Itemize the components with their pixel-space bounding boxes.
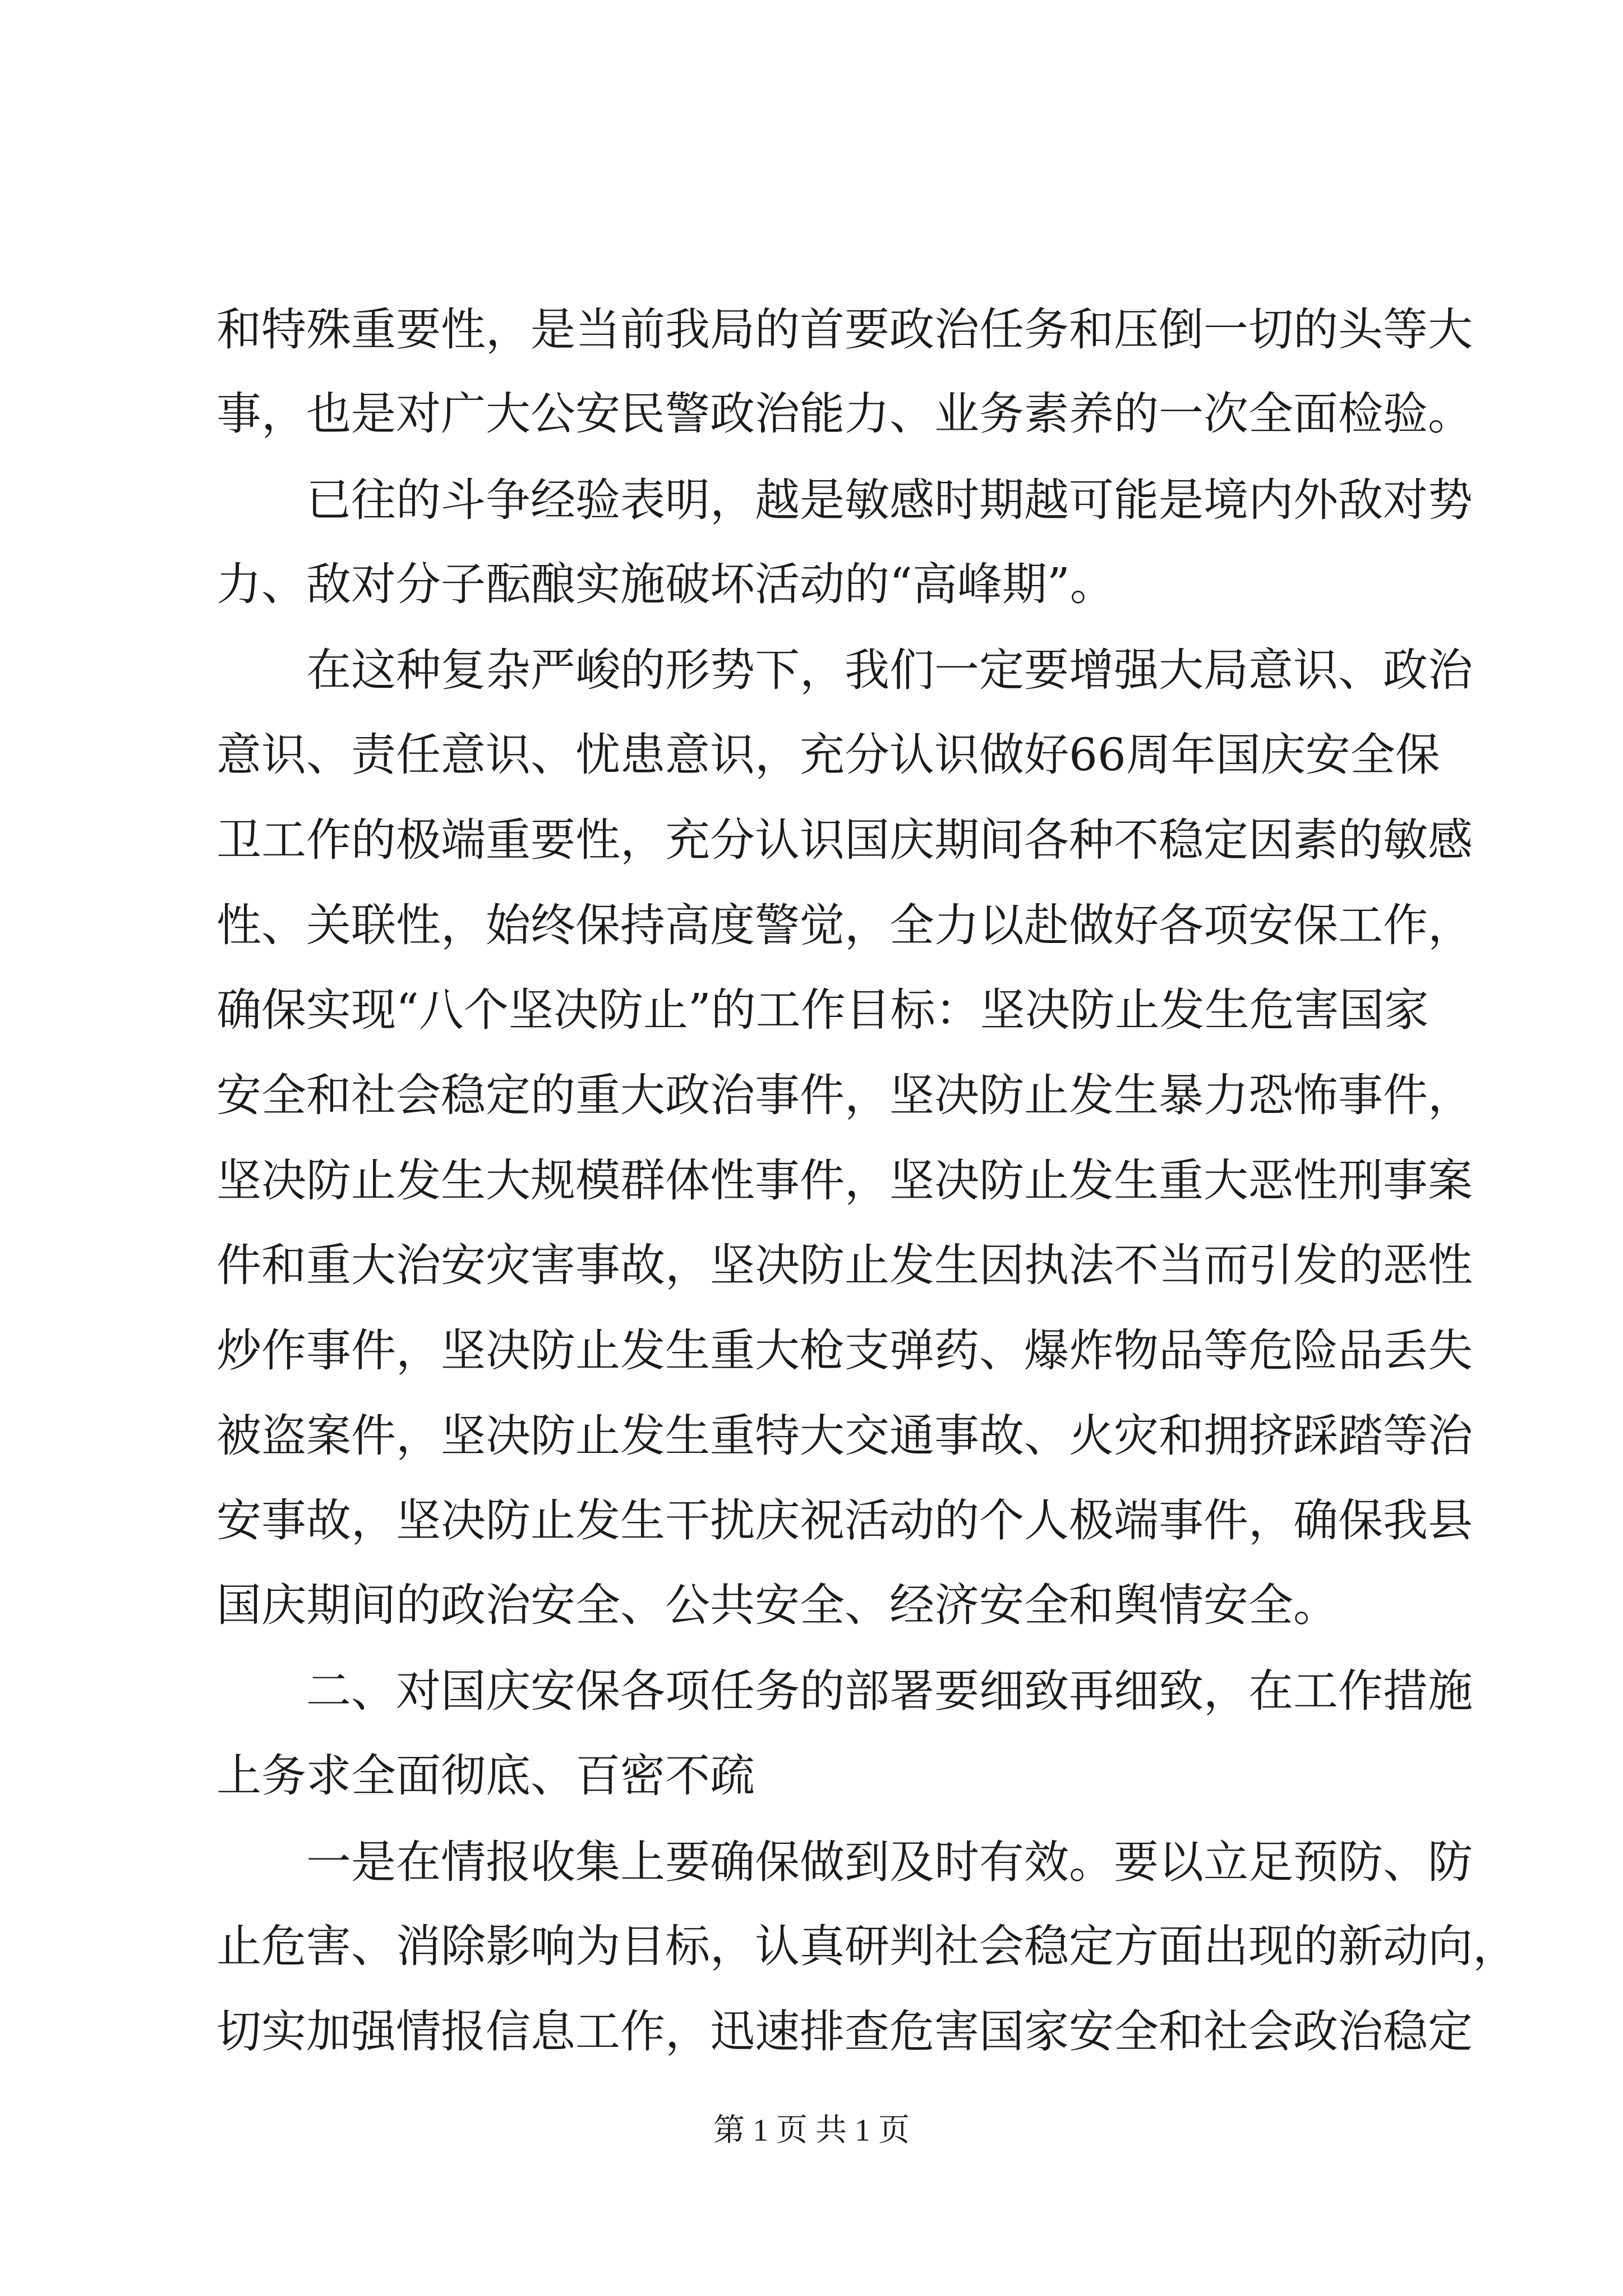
- section-heading-line: 二、对国庆安保各项任务的部署要细致再细致，在工作措施: [306, 1665, 1473, 1717]
- text-line: 国庆期间的政治安全、公共安全、经济安全和舆情安全。: [216, 1579, 1338, 1631]
- text-line: 止危害、消除影响为目标，认真研判社会稳定方面出现的新动向，: [216, 1920, 1518, 1972]
- text-line: 和特殊重要性，是当前我局的首要政治任务和压倒一切的头等大: [216, 303, 1473, 356]
- text-line: 件和重大治安灾害事故，坚决防止发生因执法不当而引发的恶性: [216, 1239, 1473, 1291]
- text-line: 确保实现“八个坚决防止”的工作目标：坚决防止发生危害国家: [216, 984, 1429, 1036]
- text-line: 安全和社会稳定的重大政治事件，坚决防止发生暴力恐怖事件，: [216, 1069, 1473, 1121]
- page-number-footer: 第 1 页 共 1 页: [713, 2113, 910, 2148]
- paragraph-first-line: 已往的斗争经验表明，越是敏感时期越可能是境内外敌对势: [306, 474, 1473, 526]
- text-line: 炒作事件，坚决防止发生重大枪支弹药、爆炸物品等危险品丢失: [216, 1324, 1473, 1377]
- text-line: 卫工作的极端重要性，充分认识国庆期间各种不稳定因素的敏感: [216, 814, 1473, 866]
- text-line: 切实加强情报信息工作，迅速排查危害国家安全和社会政治稳定: [216, 2005, 1473, 2058]
- section-heading-line: 上务求全面彻底、百密不疏: [216, 1750, 755, 1802]
- text-line: 力、敌对分子酝酿实施破坏活动的“高峰期”。: [216, 558, 1115, 610]
- paragraph-first-line: 一是在情报收集上要确保做到及时有效。要以立足预防、防: [306, 1836, 1473, 1888]
- text-line: 意识、责任意识、忧患意识，充分认识做好66周年国庆安全保: [216, 729, 1440, 781]
- text-line: 事，也是对广大公安民警政治能力、业务素养的一次全面检验。: [216, 388, 1473, 440]
- paragraph-first-line: 在这种复杂严峻的形势下，我们一定要增强大局意识、政治: [306, 644, 1473, 696]
- text-line: 被盗案件，坚决防止发生重特大交通事故、火灾和拥挤踩踏等治: [216, 1410, 1473, 1462]
- text-line: 安事故，坚决防止发生干扰庆祝活动的个人极端事件，确保我县: [216, 1494, 1473, 1547]
- text-line: 性、关联性，始终保持高度警觉，全力以赴做好各项安保工作，: [216, 899, 1473, 951]
- text-line: 坚决防止发生大规模群体性事件，坚决防止发生重大恶性刑事案: [216, 1154, 1473, 1207]
